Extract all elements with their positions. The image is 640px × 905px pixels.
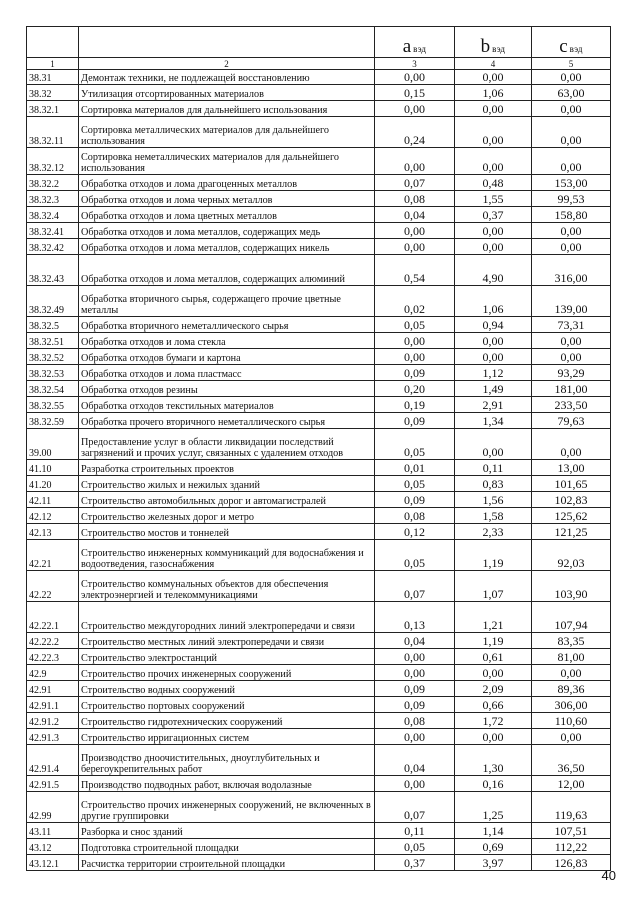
value-c: 181,00 (532, 381, 611, 397)
activity-name: Строительство местных линий электропередачи и связи (79, 633, 375, 649)
value-b: 0,69 (455, 839, 532, 855)
table-row (27, 697, 611, 713)
table-row (27, 207, 611, 223)
okved-code: 42.91.2 (27, 713, 79, 729)
activity-name: Обработка отходов и лома стекла (79, 333, 375, 349)
value-a: 0,00 (375, 333, 455, 349)
value-c: 0,00 (532, 239, 611, 255)
table-row (27, 317, 611, 333)
activity-name: Обработка вторичного сырья, содержащего прочие цветные металлы (79, 286, 375, 317)
value-a: 0,00 (375, 223, 455, 239)
value-a: 0,05 (375, 540, 455, 571)
activity-name: Строительство прочих инженерных сооружений (79, 665, 375, 681)
value-c: 93,29 (532, 365, 611, 381)
okved-code: 42.91.5 (27, 776, 79, 792)
okved-code: 42.91.4 (27, 745, 79, 776)
value-c: 119,63 (532, 792, 611, 823)
value-c: 158,80 (532, 207, 611, 223)
value-a: 0,00 (375, 665, 455, 681)
activity-name: Строительство инженерных коммуникаций для водоснабжения и водоотведения, газоснабжения (79, 540, 375, 571)
table-row (27, 524, 611, 540)
value-b: 1,30 (455, 745, 532, 776)
okved-code: 41.20 (27, 476, 79, 492)
value-a: 0,09 (375, 681, 455, 697)
value-b: 0,66 (455, 697, 532, 713)
value-b: 1,56 (455, 492, 532, 508)
value-b: 1,14 (455, 823, 532, 839)
value-c: 89,36 (532, 681, 611, 697)
value-a: 0,09 (375, 492, 455, 508)
okved-code: 42.12 (27, 508, 79, 524)
value-b: 0,61 (455, 649, 532, 665)
table-row (27, 476, 611, 492)
value-b: 0,11 (455, 460, 532, 476)
activity-name: Сортировка материалов для дальнейшего использования (79, 101, 375, 117)
value-c: 101,65 (532, 476, 611, 492)
value-c: 102,83 (532, 492, 611, 508)
table-row (27, 776, 611, 792)
value-a: 0,13 (375, 602, 455, 633)
table-row (27, 148, 611, 175)
value-a: 0,00 (375, 729, 455, 745)
okved-code: 38.32.12 (27, 148, 79, 175)
value-b: 0,83 (455, 476, 532, 492)
value-a: 0,02 (375, 286, 455, 317)
value-b: 3,97 (455, 855, 532, 871)
okved-code: 42.99 (27, 792, 79, 823)
value-b: 1,06 (455, 85, 532, 101)
value-b: 0,48 (455, 175, 532, 191)
value-c: 0,00 (532, 429, 611, 460)
value-b: 0,00 (455, 117, 532, 148)
activity-name: Подготовка строительной площадки (79, 839, 375, 855)
value-a: 0,08 (375, 508, 455, 524)
value-b: 0,00 (455, 729, 532, 745)
header-a-cell (375, 27, 455, 58)
value-a: 0,54 (375, 255, 455, 286)
value-a: 0,00 (375, 239, 455, 255)
value-c: 73,31 (532, 317, 611, 333)
activity-name: Обработка прочего вторичного неметаллического сырья (79, 413, 375, 429)
okved-code: 38.32 (27, 85, 79, 101)
value-c: 0,00 (532, 70, 611, 85)
activity-name: Сортировка металлических материалов для дальнейшего использования (79, 117, 375, 148)
table-row (27, 255, 611, 286)
header-code-cell (27, 27, 79, 58)
table-row (27, 839, 611, 855)
value-b: 1,49 (455, 381, 532, 397)
table-row (27, 397, 611, 413)
page-number: 40 (601, 868, 616, 883)
value-b: 2,09 (455, 681, 532, 697)
value-a: 0,12 (375, 524, 455, 540)
table-row (27, 792, 611, 823)
okved-code: 42.9 (27, 665, 79, 681)
okved-code: 43.12 (27, 839, 79, 855)
activity-name: Обработка отходов и лома металлов, содержащих медь (79, 223, 375, 239)
value-c: 63,00 (532, 85, 611, 101)
value-c: 81,00 (532, 649, 611, 665)
table-row (27, 855, 611, 871)
value-c: 112,22 (532, 839, 611, 855)
table-row (27, 365, 611, 381)
value-b: 0,00 (455, 148, 532, 175)
okved-code: 42.21 (27, 540, 79, 571)
table-row (27, 745, 611, 776)
value-c: 121,25 (532, 524, 611, 540)
value-c: 79,63 (532, 413, 611, 429)
column-number: 5 (532, 58, 611, 70)
value-c: 0,00 (532, 349, 611, 365)
activity-name: Обработка отходов и лома металлов, содержащих алюминий (79, 255, 375, 286)
value-b: 0,00 (455, 101, 532, 117)
value-b: 1,19 (455, 540, 532, 571)
okved-code: 42.22.3 (27, 649, 79, 665)
value-c: 103,90 (532, 571, 611, 602)
activity-name: Строительство коммунальных объектов для обеспечения электроэнергией и телекоммуникациями (79, 571, 375, 602)
okved-code: 42.91.3 (27, 729, 79, 745)
activity-name: Строительство водных сооружений (79, 681, 375, 697)
table-row (27, 602, 611, 633)
okved-code: 38.32.11 (27, 117, 79, 148)
value-c: 139,00 (532, 286, 611, 317)
value-a: 0,19 (375, 397, 455, 413)
header-name-cell (79, 27, 375, 58)
value-b: 0,00 (455, 333, 532, 349)
table-row (27, 191, 611, 207)
activity-name: Строительство междугородних линий электропередачи и связи (79, 602, 375, 633)
value-b: 0,37 (455, 207, 532, 223)
header-b-label: b (480, 36, 491, 57)
table-row (27, 239, 611, 255)
value-c: 36,50 (532, 745, 611, 776)
okved-code: 42.91.1 (27, 697, 79, 713)
okved-code: 42.91 (27, 681, 79, 697)
value-a: 0,08 (375, 191, 455, 207)
value-b: 4,90 (455, 255, 532, 286)
activity-name: Строительство портовых сооружений (79, 697, 375, 713)
header-a-subscript: вэд (413, 44, 427, 54)
column-number-row (27, 58, 611, 70)
value-a: 0,04 (375, 745, 455, 776)
data-table-container (26, 26, 611, 871)
activity-name: Обработка отходов и лома цветных металлов (79, 207, 375, 223)
okved-code: 38.32.41 (27, 223, 79, 239)
activity-name: Расчистка территории строительной площадки (79, 855, 375, 871)
activity-name: Утилизация отсортированных материалов (79, 85, 375, 101)
activity-name: Обработка отходов и лома драгоценных металлов (79, 175, 375, 191)
value-b: 1,58 (455, 508, 532, 524)
activity-name: Строительство мостов и тоннелей (79, 524, 375, 540)
value-c: 0,00 (532, 148, 611, 175)
value-b: 1,06 (455, 286, 532, 317)
value-b: 0,00 (455, 223, 532, 239)
okved-code: 43.12.1 (27, 855, 79, 871)
activity-name: Обработка отходов и лома пластмасс (79, 365, 375, 381)
okved-code: 38.32.3 (27, 191, 79, 207)
activity-name: Обработка отходов и лома черных металлов (79, 191, 375, 207)
okved-code: 42.13 (27, 524, 79, 540)
value-b: 0,00 (455, 239, 532, 255)
value-a: 0,09 (375, 697, 455, 713)
value-b: 1,34 (455, 413, 532, 429)
header-c-label: c (559, 36, 568, 57)
value-b: 0,00 (455, 349, 532, 365)
value-b: 0,94 (455, 317, 532, 333)
okved-code: 38.32.55 (27, 397, 79, 413)
value-a: 0,09 (375, 413, 455, 429)
value-a: 0,20 (375, 381, 455, 397)
value-a: 0,05 (375, 317, 455, 333)
table-row (27, 681, 611, 697)
table-row (27, 223, 611, 239)
value-a: 0,04 (375, 207, 455, 223)
okved-code: 41.10 (27, 460, 79, 476)
header-c-subscript: вэд (569, 44, 583, 54)
value-b: 0,00 (455, 665, 532, 681)
table-row (27, 429, 611, 460)
value-b: 2,91 (455, 397, 532, 413)
value-a: 0,00 (375, 776, 455, 792)
activity-name: Обработка вторичного неметаллического сырья (79, 317, 375, 333)
okved-code: 42.22 (27, 571, 79, 602)
value-c: 83,35 (532, 633, 611, 649)
value-c: 12,00 (532, 776, 611, 792)
table-row (27, 85, 611, 101)
table-row (27, 286, 611, 317)
table-row (27, 492, 611, 508)
table-row (27, 101, 611, 117)
column-number: 4 (455, 58, 532, 70)
table-row (27, 70, 611, 85)
value-a: 0,05 (375, 839, 455, 855)
value-c: 13,00 (532, 460, 611, 476)
column-number: 1 (27, 58, 79, 70)
table-row (27, 665, 611, 681)
value-a: 0,01 (375, 460, 455, 476)
activity-name: Сортировка неметаллических материалов для дальнейшего использования (79, 148, 375, 175)
value-a: 0,07 (375, 175, 455, 191)
value-a: 0,08 (375, 713, 455, 729)
value-c: 0,00 (532, 729, 611, 745)
header-c-cell (532, 27, 611, 58)
table-header-row (27, 27, 611, 58)
value-a: 0,24 (375, 117, 455, 148)
value-c: 0,00 (532, 101, 611, 117)
table-row (27, 729, 611, 745)
okved-code: 38.31 (27, 70, 79, 85)
okved-code: 38.32.5 (27, 317, 79, 333)
activity-name: Строительство автомобильных дорог и автомагистралей (79, 492, 375, 508)
table-row (27, 460, 611, 476)
okved-code: 38.32.52 (27, 349, 79, 365)
value-c: 107,94 (532, 602, 611, 633)
value-b: 1,19 (455, 633, 532, 649)
value-a: 0,15 (375, 85, 455, 101)
okved-code: 42.22.2 (27, 633, 79, 649)
activity-name: Разборка и снос зданий (79, 823, 375, 839)
value-c: 125,62 (532, 508, 611, 524)
activity-name: Предоставление услуг в области ликвидации последствий загрязнений и прочих услуг, связанных с удалением отходов (79, 429, 375, 460)
okved-code: 42.11 (27, 492, 79, 508)
okved-code: 38.32.53 (27, 365, 79, 381)
value-b: 1,72 (455, 713, 532, 729)
table-row (27, 381, 611, 397)
activity-name: Обработка отходов и лома металлов, содержащих никель (79, 239, 375, 255)
value-b: 1,25 (455, 792, 532, 823)
value-c: 92,03 (532, 540, 611, 571)
coefficient-table (26, 26, 611, 871)
value-c: 99,53 (532, 191, 611, 207)
okved-code: 38.32.49 (27, 286, 79, 317)
value-a: 0,07 (375, 792, 455, 823)
value-b: 1,12 (455, 365, 532, 381)
activity-name: Производство дноочистительных, дноуглубительных и берегоукрепительных работ (79, 745, 375, 776)
table-row (27, 349, 611, 365)
value-a: 0,00 (375, 101, 455, 117)
table-row (27, 117, 611, 148)
value-b: 2,33 (455, 524, 532, 540)
value-a: 0,00 (375, 649, 455, 665)
header-b-cell (455, 27, 532, 58)
table-row (27, 823, 611, 839)
value-a: 0,05 (375, 476, 455, 492)
okved-code: 38.32.4 (27, 207, 79, 223)
value-c: 0,00 (532, 665, 611, 681)
activity-name: Строительство прочих инженерных сооружений, не включенных в другие группировки (79, 792, 375, 823)
value-c: 153,00 (532, 175, 611, 191)
value-a: 0,04 (375, 633, 455, 649)
value-c: 107,51 (532, 823, 611, 839)
value-c: 126,83 (532, 855, 611, 871)
activity-name: Строительство ирригационных систем (79, 729, 375, 745)
table-row (27, 508, 611, 524)
header-b-subscript: вэд (492, 44, 506, 54)
value-b: 1,07 (455, 571, 532, 602)
value-a: 0,05 (375, 429, 455, 460)
value-a: 0,11 (375, 823, 455, 839)
value-b: 0,00 (455, 70, 532, 85)
value-c: 316,00 (532, 255, 611, 286)
okved-code: 43.11 (27, 823, 79, 839)
activity-name: Обработка отходов текстильных материалов (79, 397, 375, 413)
value-a: 0,07 (375, 571, 455, 602)
okved-code: 38.32.54 (27, 381, 79, 397)
header-a-label: a (402, 36, 412, 57)
table-row (27, 571, 611, 602)
value-b: 1,55 (455, 191, 532, 207)
table-row (27, 333, 611, 349)
activity-name: Строительство электростанций (79, 649, 375, 665)
activity-name: Обработка отходов бумаги и картона (79, 349, 375, 365)
table-row (27, 540, 611, 571)
value-c: 110,60 (532, 713, 611, 729)
table-row (27, 649, 611, 665)
table-row (27, 633, 611, 649)
value-a: 0,37 (375, 855, 455, 871)
activity-name: Разработка строительных проектов (79, 460, 375, 476)
activity-name: Строительство железных дорог и метро (79, 508, 375, 524)
value-b: 0,00 (455, 429, 532, 460)
value-c: 306,00 (532, 697, 611, 713)
value-c: 0,00 (532, 223, 611, 239)
value-b: 1,21 (455, 602, 532, 633)
activity-name: Строительство жилых и нежилых зданий (79, 476, 375, 492)
column-number: 2 (79, 58, 375, 70)
table-row (27, 713, 611, 729)
okved-code: 42.22.1 (27, 602, 79, 633)
okved-code: 38.32.59 (27, 413, 79, 429)
activity-name: Демонтаж техники, не подлежащей восстановлению (79, 70, 375, 85)
table-row (27, 413, 611, 429)
activity-name: Производство подводных работ, включая водолазные (79, 776, 375, 792)
value-b: 0,16 (455, 776, 532, 792)
okved-code: 38.32.1 (27, 101, 79, 117)
column-number: 3 (375, 58, 455, 70)
value-a: 0,09 (375, 365, 455, 381)
value-c: 233,50 (532, 397, 611, 413)
table-row (27, 175, 611, 191)
activity-name: Строительство гидротехнических сооружений (79, 713, 375, 729)
value-a: 0,00 (375, 349, 455, 365)
value-c: 0,00 (532, 117, 611, 148)
activity-name: Обработка отходов резины (79, 381, 375, 397)
okved-code: 38.32.51 (27, 333, 79, 349)
okved-code: 39.00 (27, 429, 79, 460)
value-a: 0,00 (375, 70, 455, 85)
value-a: 0,00 (375, 148, 455, 175)
okved-code: 38.32.43 (27, 255, 79, 286)
okved-code: 38.32.2 (27, 175, 79, 191)
value-c: 0,00 (532, 333, 611, 349)
okved-code: 38.32.42 (27, 239, 79, 255)
